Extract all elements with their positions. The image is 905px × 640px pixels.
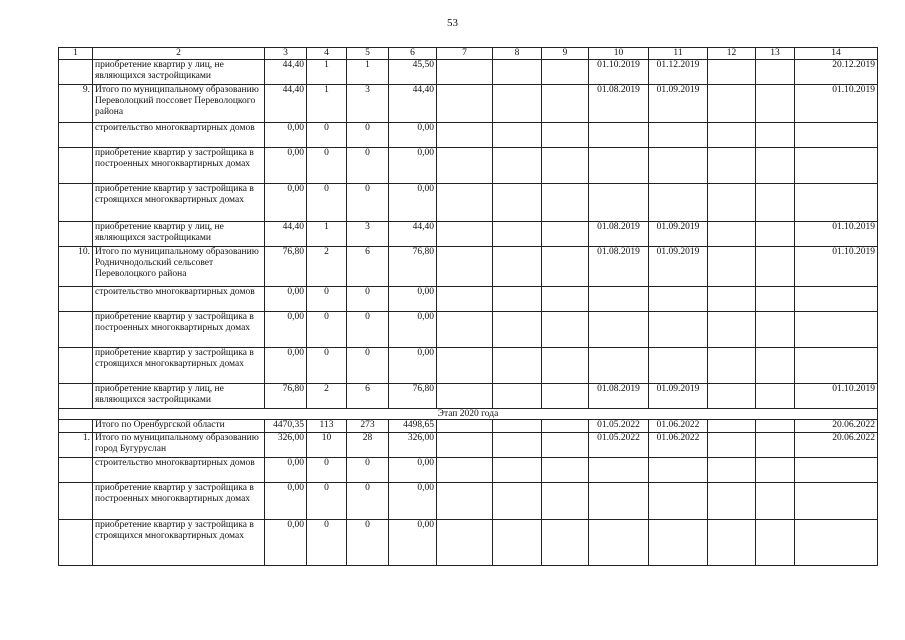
table-cell (437, 384, 493, 409)
table-cell (708, 384, 756, 409)
table-cell: 4498,65 (389, 420, 437, 433)
header-row (59, 48, 878, 60)
table-row (59, 458, 878, 483)
table-row (59, 520, 878, 566)
table-cell: 1 (307, 85, 347, 123)
table-cell (437, 483, 493, 520)
table-cell (708, 483, 756, 520)
table-cell (542, 520, 589, 566)
table-cell: 0,00 (265, 287, 307, 312)
table-cell (708, 222, 756, 247)
table-row (59, 148, 878, 184)
table-cell (756, 287, 795, 312)
table-cell (708, 85, 756, 123)
table-cell (542, 123, 589, 148)
table-cell: 6 (347, 247, 389, 287)
table-cell (756, 123, 795, 148)
table-cell: приобретение квартир у застройщика в строящихся многоквартирных домах (93, 184, 265, 222)
table-cell (708, 148, 756, 184)
table-cell: 01.06.2022 (649, 433, 708, 458)
table-cell: 0,00 (389, 148, 437, 184)
table-cell (542, 348, 589, 384)
table-cell (542, 222, 589, 247)
table-cell: 0 (347, 458, 389, 483)
table-cell: 0,00 (389, 483, 437, 520)
table-cell: 0 (347, 148, 389, 184)
table-cell: 9. (59, 85, 93, 123)
table-cell (493, 420, 542, 433)
table-cell: 01.10.2019 (795, 85, 878, 123)
table-cell (649, 458, 708, 483)
table-cell (795, 184, 878, 222)
table-cell: 0 (347, 348, 389, 384)
table-cell (589, 287, 649, 312)
table-cell (437, 287, 493, 312)
table-cell: Итого по муниципальному образованию Переволоцкий поссовет Переволоцкого района (93, 85, 265, 123)
table-cell (649, 312, 708, 348)
table-row (59, 85, 878, 123)
table-cell: 0 (307, 123, 347, 148)
table-cell (708, 60, 756, 85)
table-cell: 0 (347, 123, 389, 148)
table-row (59, 287, 878, 312)
table-cell (59, 384, 93, 409)
table-row (59, 420, 878, 433)
table-cell: 10. (59, 247, 93, 287)
table-cell: приобретение квартир у лиц, не являющихся застройщиками (93, 222, 265, 247)
table-cell (493, 60, 542, 85)
column-header: 4 (307, 48, 347, 60)
table-cell (795, 148, 878, 184)
table-cell: 3 (347, 222, 389, 247)
table-cell (756, 222, 795, 247)
table-cell: 76,80 (389, 384, 437, 409)
table-cell (493, 287, 542, 312)
table-cell (437, 148, 493, 184)
table-cell (493, 312, 542, 348)
table-cell (708, 184, 756, 222)
table-cell: 1 (347, 60, 389, 85)
table-cell (708, 520, 756, 566)
table-cell: 2 (307, 384, 347, 409)
table-cell: 0,00 (265, 184, 307, 222)
table-row (59, 384, 878, 409)
table-cell (795, 483, 878, 520)
table-cell (542, 312, 589, 348)
table-row (59, 433, 878, 458)
table-cell (708, 247, 756, 287)
table-cell (437, 60, 493, 85)
table-cell (59, 348, 93, 384)
table-cell (795, 312, 878, 348)
table-cell: 0,00 (389, 458, 437, 483)
table-cell (493, 123, 542, 148)
table-row (59, 483, 878, 520)
table-cell (708, 348, 756, 384)
table-cell (542, 184, 589, 222)
table-cell: 0 (307, 184, 347, 222)
table-cell: приобретение квартир у лиц, не являющихся застройщиками (93, 60, 265, 85)
table-cell (493, 384, 542, 409)
table-cell: 1 (307, 60, 347, 85)
table-cell: 76,80 (265, 384, 307, 409)
table-cell: строительство многоквартирных домов (93, 287, 265, 312)
table-cell: 0,00 (389, 287, 437, 312)
table-cell: 20.06.2022 (795, 420, 878, 433)
table-cell (649, 483, 708, 520)
program-table (58, 47, 878, 566)
table-cell: 0,00 (389, 184, 437, 222)
table-cell (756, 184, 795, 222)
table-cell: 2 (307, 247, 347, 287)
table-cell (59, 287, 93, 312)
table-cell: 0,00 (389, 312, 437, 348)
table-cell (756, 433, 795, 458)
table-cell (493, 85, 542, 123)
table-cell (493, 247, 542, 287)
table-cell (795, 287, 878, 312)
table-cell: 0,00 (265, 312, 307, 348)
table-cell: приобретение квартир у застройщика в строящихся многоквартирных домах (93, 348, 265, 384)
table-cell: 273 (347, 420, 389, 433)
table-cell: 01.12.2019 (649, 60, 708, 85)
table-cell (493, 520, 542, 566)
table-row (59, 312, 878, 348)
table-cell: 76,80 (389, 247, 437, 287)
table-cell (437, 348, 493, 384)
table-cell (59, 420, 93, 433)
stage-label: Этап 2020 года (59, 409, 878, 420)
table-cell: 326,00 (389, 433, 437, 458)
column-header: 8 (493, 48, 542, 60)
table-cell (542, 483, 589, 520)
table-cell (493, 433, 542, 458)
table-cell: 01.08.2019 (589, 247, 649, 287)
table-cell: 01.06.2022 (649, 420, 708, 433)
table-cell (649, 287, 708, 312)
table-cell (59, 148, 93, 184)
table-cell (708, 123, 756, 148)
table-cell (59, 222, 93, 247)
table-row (59, 348, 878, 384)
table-cell (542, 458, 589, 483)
table-cell (756, 148, 795, 184)
table-cell (756, 458, 795, 483)
table-cell (756, 384, 795, 409)
table-cell: 01.10.2019 (589, 60, 649, 85)
table-cell (795, 123, 878, 148)
table-cell (493, 222, 542, 247)
table-cell (437, 312, 493, 348)
table-cell: приобретение квартир у застройщика в построенных многоквартирных домах (93, 312, 265, 348)
column-header: 14 (795, 48, 878, 60)
table-cell (542, 384, 589, 409)
table-cell (437, 123, 493, 148)
table-row (59, 247, 878, 287)
table-cell: 28 (347, 433, 389, 458)
table-cell: 44,40 (389, 222, 437, 247)
table-cell: 326,00 (265, 433, 307, 458)
table-cell (59, 60, 93, 85)
table-cell (589, 458, 649, 483)
table-cell: 113 (307, 420, 347, 433)
table-cell: 20.06.2022 (795, 433, 878, 458)
table-cell: 01.08.2019 (589, 85, 649, 123)
table-cell (589, 123, 649, 148)
table-cell (542, 60, 589, 85)
table-cell: 0,00 (265, 520, 307, 566)
table-cell: 01.08.2019 (589, 384, 649, 409)
table-cell (756, 85, 795, 123)
table-cell (493, 348, 542, 384)
table-cell (59, 312, 93, 348)
table-cell (493, 148, 542, 184)
table-cell: 0,00 (389, 520, 437, 566)
table-cell: 01.08.2019 (589, 222, 649, 247)
column-header: 12 (708, 48, 756, 60)
table-cell (708, 420, 756, 433)
table-cell (708, 287, 756, 312)
table-cell: 01.09.2019 (649, 247, 708, 287)
table-cell (589, 184, 649, 222)
table-cell (437, 222, 493, 247)
table-cell: 0 (347, 287, 389, 312)
table-cell: 0 (347, 312, 389, 348)
table-cell (756, 483, 795, 520)
table-cell (756, 60, 795, 85)
table-cell: 44,40 (389, 85, 437, 123)
column-header: 1 (59, 48, 93, 60)
table-cell: 0,00 (265, 148, 307, 184)
table-cell (542, 420, 589, 433)
table-cell: 01.10.2019 (795, 222, 878, 247)
table-cell: 01.09.2019 (649, 85, 708, 123)
column-header: 13 (756, 48, 795, 60)
table-cell: 44,40 (265, 222, 307, 247)
table-cell: 45,50 (389, 60, 437, 85)
table-cell (493, 184, 542, 222)
table-cell: 44,40 (265, 60, 307, 85)
table-cell (795, 458, 878, 483)
table-cell (589, 148, 649, 184)
table-cell (708, 458, 756, 483)
table-cell: 76,80 (265, 247, 307, 287)
table-row (59, 222, 878, 247)
table-cell (756, 520, 795, 566)
table-cell (649, 184, 708, 222)
table-cell: 01.05.2022 (589, 433, 649, 458)
table-cell (437, 458, 493, 483)
column-header: 11 (649, 48, 708, 60)
table-cell (756, 348, 795, 384)
table-cell (589, 483, 649, 520)
table-cell: 4470,35 (265, 420, 307, 433)
table-cell (649, 520, 708, 566)
table-cell (708, 312, 756, 348)
table-cell: 0 (307, 520, 347, 566)
table-cell (589, 312, 649, 348)
table-cell: 01.05.2022 (589, 420, 649, 433)
table-cell: 1. (59, 433, 93, 458)
table-cell: 0 (347, 184, 389, 222)
table-cell (59, 123, 93, 148)
table-cell (437, 85, 493, 123)
table-cell: 3 (347, 85, 389, 123)
table-cell (493, 483, 542, 520)
column-header: 9 (542, 48, 589, 60)
column-header: 7 (437, 48, 493, 60)
table-cell (59, 184, 93, 222)
stage-row (59, 409, 878, 420)
table-cell (649, 123, 708, 148)
table-cell: строительство многоквартирных домов (93, 123, 265, 148)
table-cell: приобретение квартир у застройщика в строящихся многоквартирных домах (93, 520, 265, 566)
table-cell (59, 520, 93, 566)
table-cell: 0,00 (389, 123, 437, 148)
column-header: 3 (265, 48, 307, 60)
table-cell (437, 433, 493, 458)
table-cell (649, 348, 708, 384)
column-header: 6 (389, 48, 437, 60)
table-cell (437, 247, 493, 287)
table-cell: 0,00 (265, 458, 307, 483)
table-cell (437, 420, 493, 433)
table-cell: 0,00 (265, 123, 307, 148)
table-cell (59, 483, 93, 520)
column-header: 2 (93, 48, 265, 60)
table-cell (59, 458, 93, 483)
table-cell: 01.09.2019 (649, 384, 708, 409)
table-cell (542, 148, 589, 184)
table-cell: 10 (307, 433, 347, 458)
table-cell (756, 247, 795, 287)
table-cell: 0 (307, 148, 347, 184)
table-cell: 01.09.2019 (649, 222, 708, 247)
table-row (59, 60, 878, 85)
table-cell: строительство многоквартирных домов (93, 458, 265, 483)
table-cell: Итого по муниципальному образованию Родничнодольский сельсовет Переволоцкого района (93, 247, 265, 287)
table-cell (542, 433, 589, 458)
column-header: 5 (347, 48, 389, 60)
table-cell: 01.10.2019 (795, 247, 878, 287)
table-cell (756, 312, 795, 348)
table-cell (542, 247, 589, 287)
table-cell (795, 348, 878, 384)
table-cell: 0 (307, 458, 347, 483)
table-cell: 0 (307, 312, 347, 348)
table-cell (493, 458, 542, 483)
table-cell: 01.10.2019 (795, 384, 878, 409)
page-number: 53 (447, 17, 458, 29)
table-cell: 0,00 (265, 483, 307, 520)
table-cell: Итого по муниципальному образованию город Бугуруслан (93, 433, 265, 458)
table-cell (437, 184, 493, 222)
table-cell (589, 520, 649, 566)
table-cell (437, 520, 493, 566)
table-cell: 44,40 (265, 85, 307, 123)
table-cell: 0 (307, 483, 347, 520)
table-row (59, 123, 878, 148)
table-cell: 0,00 (389, 348, 437, 384)
table-cell: 0,00 (265, 348, 307, 384)
table-cell: 20.12.2019 (795, 60, 878, 85)
table-body (59, 48, 878, 566)
table-cell (542, 85, 589, 123)
table-cell: 0 (347, 520, 389, 566)
table-cell: приобретение квартир у застройщика в построенных многоквартирных домах (93, 483, 265, 520)
table-cell (649, 148, 708, 184)
table-cell: приобретение квартир у застройщика в построенных многоквартирных домах (93, 148, 265, 184)
table-cell: 0 (307, 287, 347, 312)
column-header: 10 (589, 48, 649, 60)
table-cell (756, 420, 795, 433)
table-cell (708, 433, 756, 458)
table-cell: Итого по Оренбургской области (93, 420, 265, 433)
table-cell (795, 520, 878, 566)
table-cell: 0 (307, 348, 347, 384)
table-cell: 0 (347, 483, 389, 520)
table-row (59, 184, 878, 222)
table-cell: 1 (307, 222, 347, 247)
table-cell (542, 287, 589, 312)
table-cell (589, 348, 649, 384)
table-cell: приобретение квартир у лиц, не являющихся застройщиками (93, 384, 265, 409)
table-cell: 6 (347, 384, 389, 409)
